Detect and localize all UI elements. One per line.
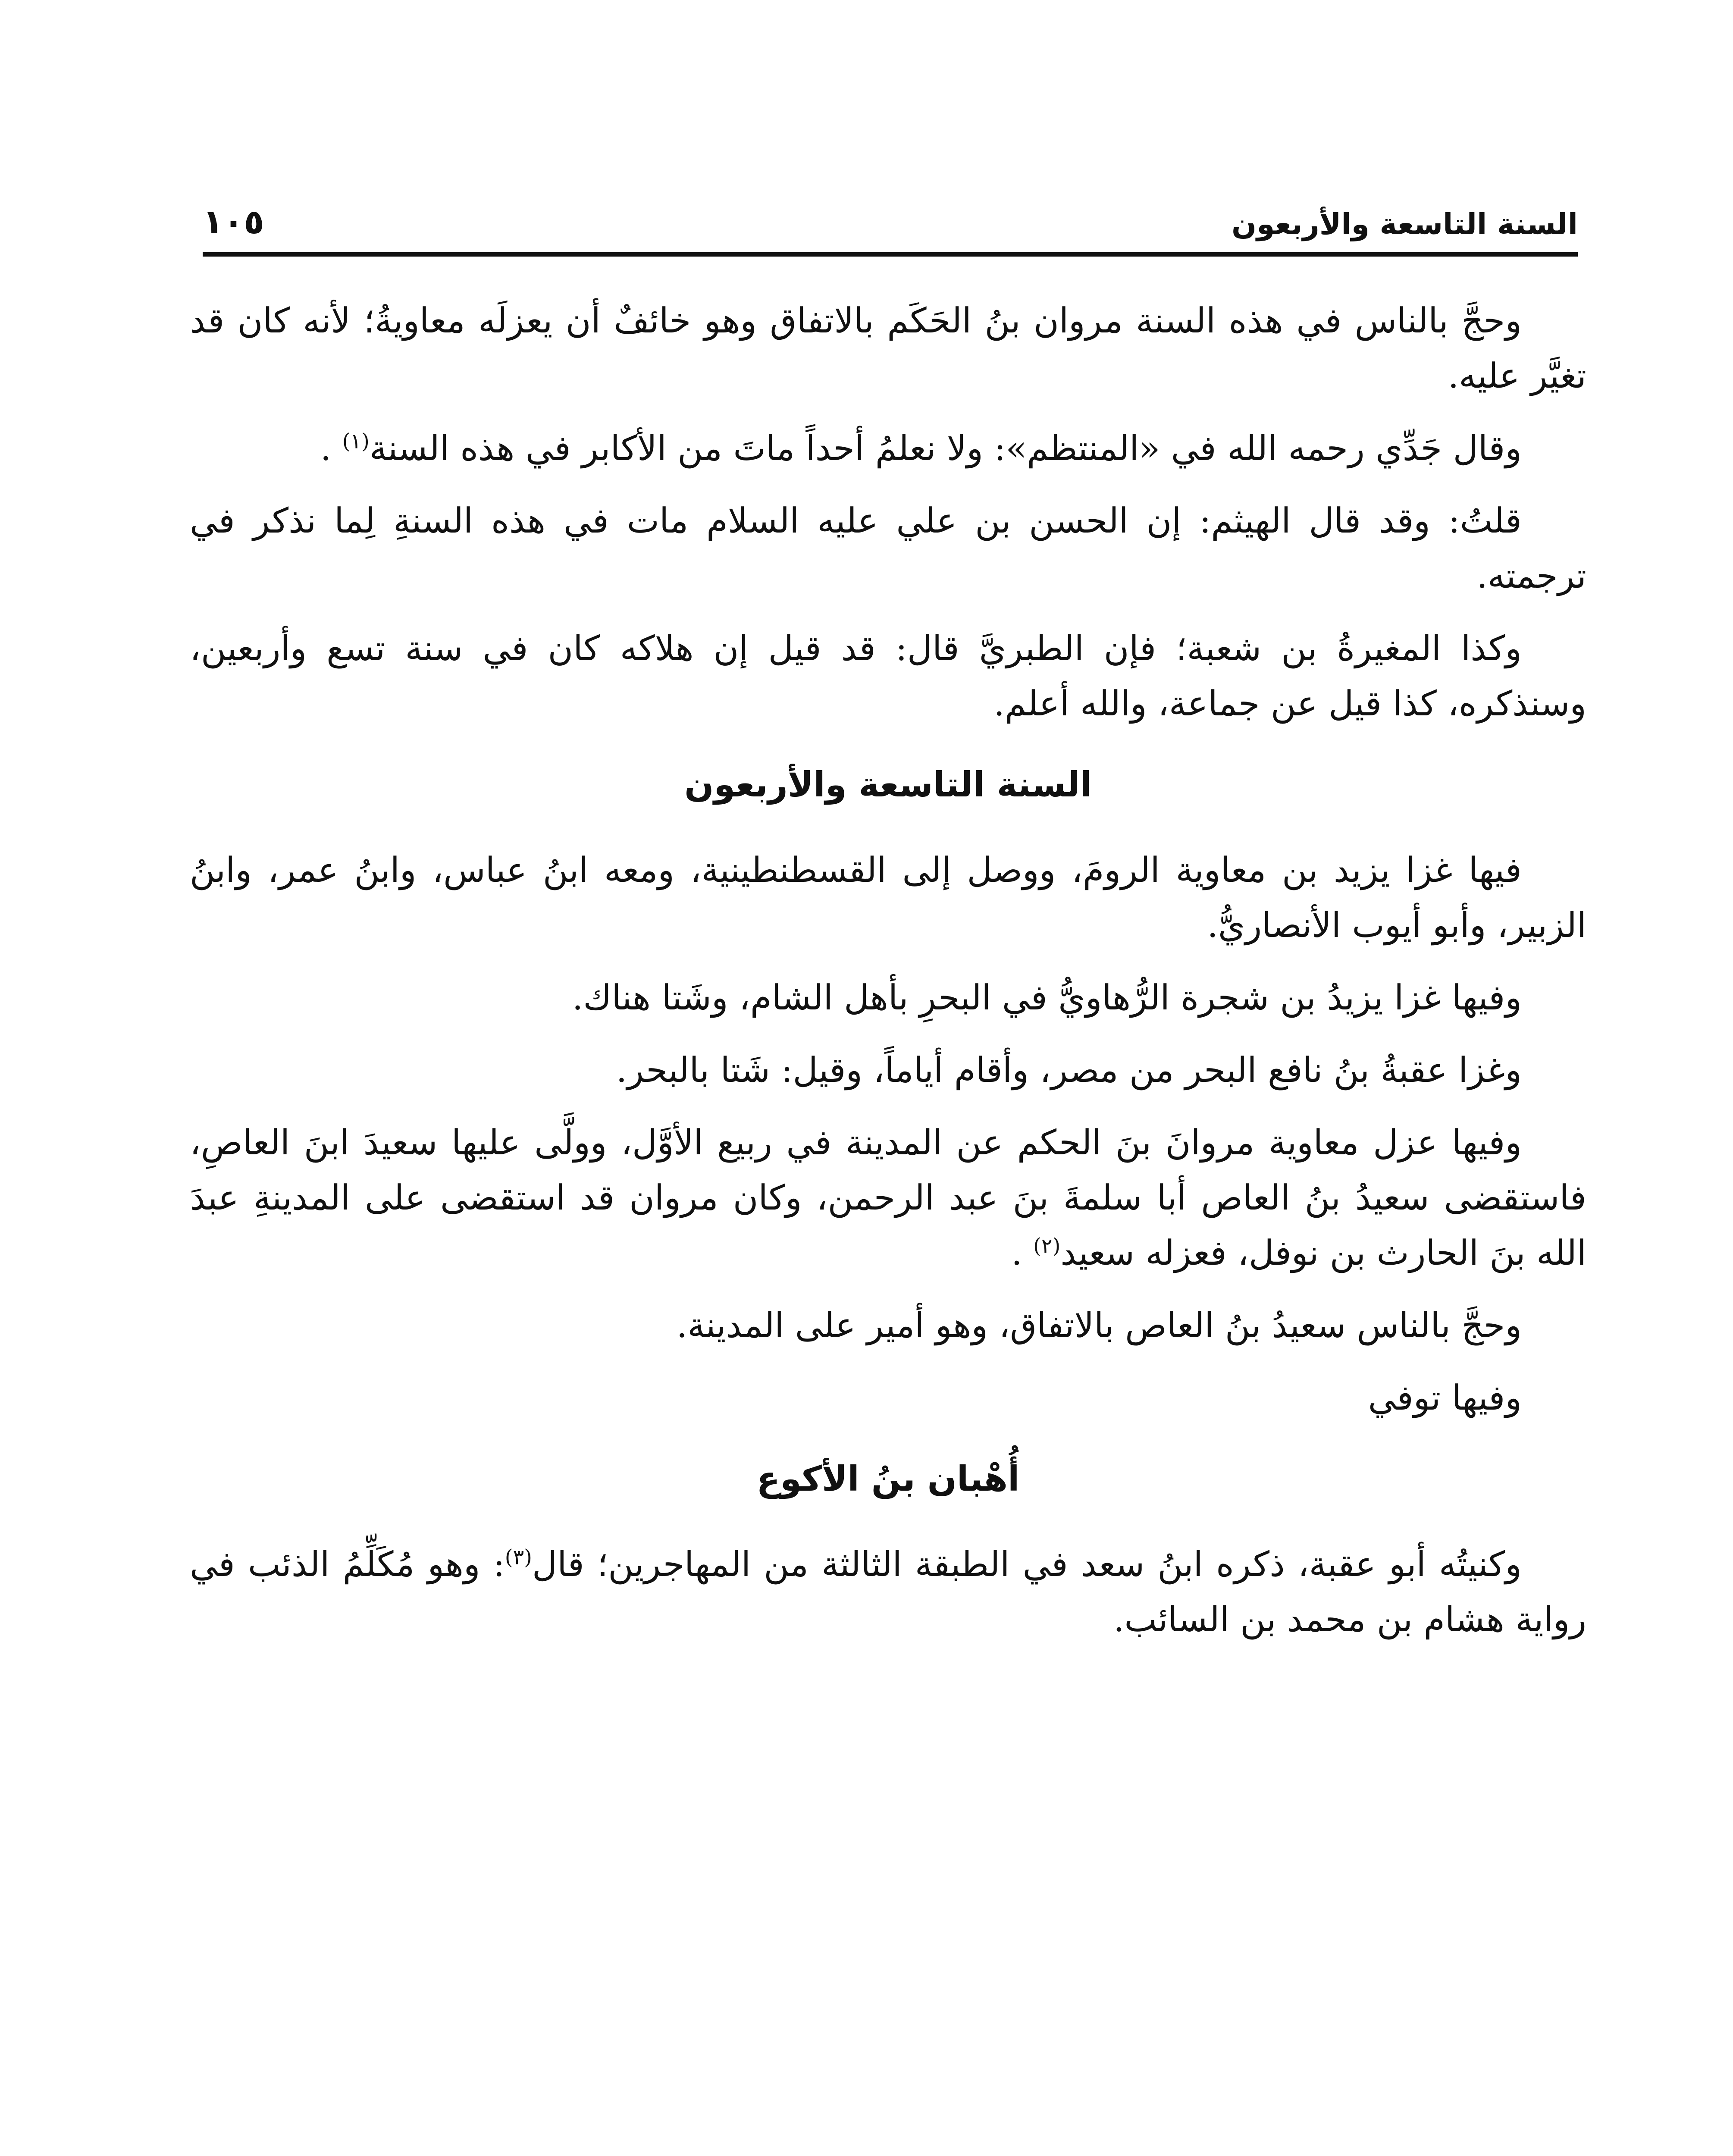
footnote-marker[interactable]: (٣)	[505, 1545, 532, 1570]
paragraph: قلتُ: وقد قال الهيثم: إن الحسن بن علي عليه السلام مات في هذه السنةِ لِما نذكر في ترجمته.	[190, 501, 1586, 596]
section-heading: السنة التاسعة والأربعون	[684, 765, 1092, 805]
main-text	[190, 293, 1586, 1664]
page-number: ١٠٥	[203, 203, 264, 241]
footnote-marker[interactable]: (٢)	[1033, 1234, 1061, 1258]
header-rule	[203, 252, 1578, 257]
paragraph: وحجَّ بالناس في هذه السنة مروان بنُ الحَكَم بالاتفاق وهو خائفٌ أن يعزلَه معاويةُ؛ لأنه كان قد تغيَّر عليه.	[190, 301, 1586, 396]
page-header	[203, 172, 1578, 241]
paragraph: وفيها غزا يزيدُ بن شجرة الرُّهاويُّ في البحرِ بأهل الشام، وشَتا هناك.	[572, 978, 1522, 1018]
paragraph: وقال جَدِّي رحمه الله في «المنتظم»: ولا نعلمُ أحداً ماتَ من الأكابر في هذه السنة$^{(١)}$ .	[320, 428, 1522, 468]
paragraph: وغزا عقبةُ بنُ نافع البحر من مصر، وأقام أياماً، وقيل: شَتا بالبحر.	[616, 1050, 1522, 1090]
running-title: السنة التاسعة والأربعون	[1232, 207, 1578, 241]
footnote-marker[interactable]: (١)	[342, 429, 370, 454]
paragraph: وكذا المغيرةُ بن شعبة؛ فإن الطبريَّ قال: قد قيل إن هلاكه كان في سنة تسع وأربعين، وسنذكره، كذا قيل عن جماعة، والله أعلم.	[190, 628, 1586, 724]
paragraph: وحجَّ بالناس سعيدُ بنُ العاص بالاتفاق، وهو أمير على المدينة.	[676, 1305, 1522, 1345]
person-heading: أُهْبان بنُ الأكوع	[756, 1459, 1020, 1499]
paragraph: وكنيتُه أبو عقبة، ذكره ابنُ سعد في الطبقة الثالثة من المهاجرين؛ قال$^{(٣)}$: وهو مُكَلِّمُ الذئب في رواية هشام بن محمد بن السائب.	[190, 1544, 1586, 1639]
paragraph: فيها غزا يزيد بن معاوية الرومَ، ووصل إلى القسطنطينية، ومعه ابنُ عباس، وابنُ عمر، وابنُ الزبير، وأبو أيوب الأنصاريُّ.	[190, 850, 1586, 945]
paragraph: وفيها عزل معاوية مروانَ بنَ الحكم عن المدينة في ربيع الأوَّل، وولَّى عليها سعيدَ ابنَ العاصِ، فاستقضى سعيدُ بنُ العاص أبا سلمةَ بنَ عبد الرحمن، وكان مروان قد استقضى على المدينةِ عبدَ الله بنَ الحارث بن نوفل، فعزله سعيد$^{(٢)}$ .	[190, 1122, 1586, 1273]
paragraph: وفيها توفي	[1368, 1378, 1522, 1418]
